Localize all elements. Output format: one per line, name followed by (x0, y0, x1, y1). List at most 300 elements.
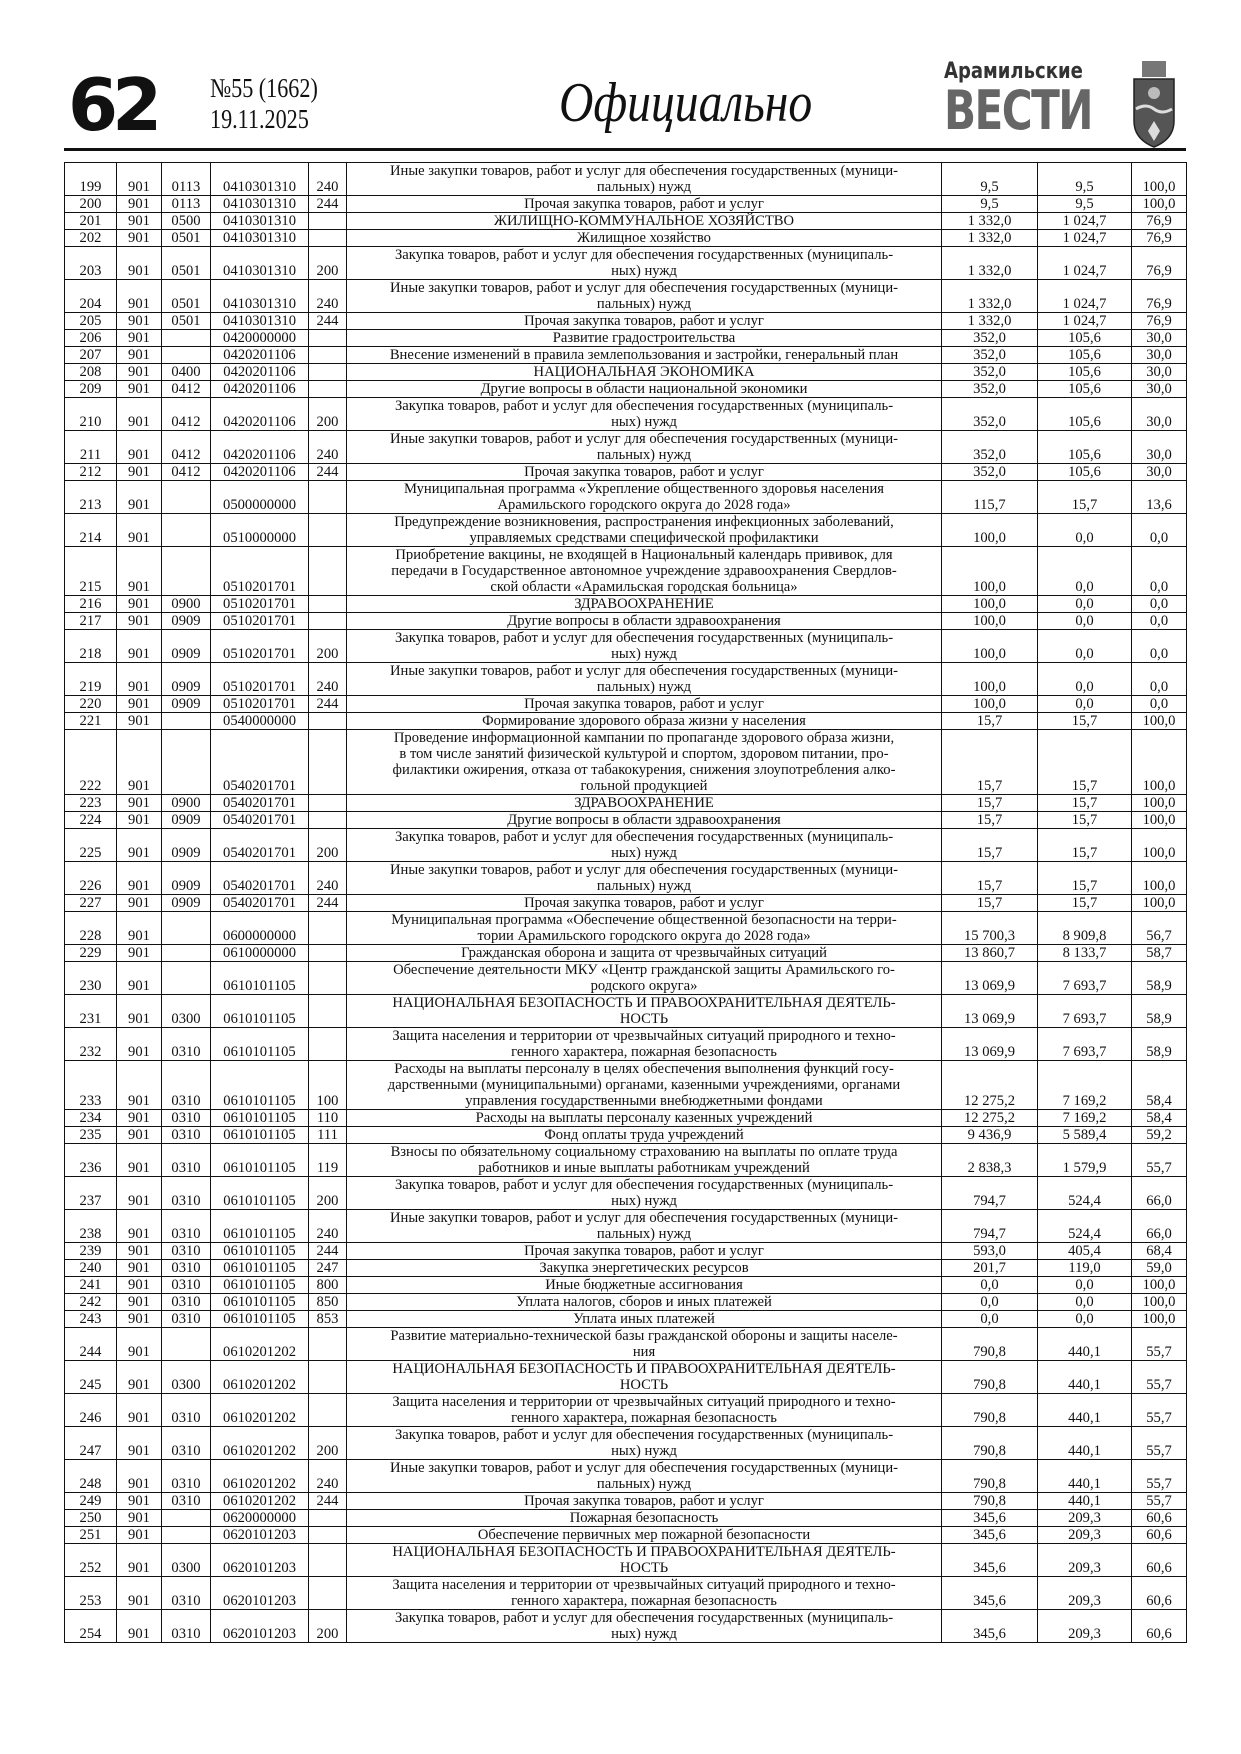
table-row (65, 1294, 1187, 1311)
row-number: 233 (65, 1061, 117, 1110)
expense-type: 200 (309, 630, 347, 663)
actual-amount: 440,1 (1038, 1394, 1132, 1427)
actual-amount: 0,0 (1038, 613, 1132, 630)
expense-type (309, 1510, 347, 1527)
percent: 76,9 (1132, 230, 1187, 247)
actual-amount: 0,0 (1038, 663, 1132, 696)
section-code: 0412 (162, 464, 211, 481)
target-code: 0610101105 (211, 1294, 309, 1311)
section-code: 0310 (162, 1394, 211, 1427)
description: Иные закупки товаров, работ и услуг для обеспечения государственных (муници- пальных) нужд (347, 431, 942, 464)
percent: 0,0 (1132, 613, 1187, 630)
percent: 60,6 (1132, 1527, 1187, 1544)
plan-amount: 15,7 (942, 812, 1038, 829)
row-number: 216 (65, 596, 117, 613)
percent: 58,9 (1132, 995, 1187, 1028)
page-header (64, 55, 1186, 147)
expense-type: 244 (309, 1493, 347, 1510)
expense-type (309, 596, 347, 613)
table-row (65, 464, 1187, 481)
plan-amount: 352,0 (942, 347, 1038, 364)
expense-type: 200 (309, 829, 347, 862)
target-code: 0610101105 (211, 1210, 309, 1243)
description: Другие вопросы в области национальной экономики (347, 381, 942, 398)
section-code: 0909 (162, 696, 211, 713)
admin-code: 901 (117, 1294, 162, 1311)
section-code (162, 912, 211, 945)
admin-code: 901 (117, 196, 162, 213)
plan-amount: 9 436,9 (942, 1127, 1038, 1144)
expense-type: 100 (309, 1061, 347, 1110)
table-row (65, 1610, 1187, 1643)
section-code: 0501 (162, 230, 211, 247)
target-code: 0610201202 (211, 1361, 309, 1394)
actual-amount: 15,7 (1038, 481, 1132, 514)
target-code: 0610101105 (211, 962, 309, 995)
description: Другие вопросы в области здравоохранения (347, 812, 942, 829)
actual-amount: 440,1 (1038, 1427, 1132, 1460)
target-code: 0540201701 (211, 862, 309, 895)
admin-code: 901 (117, 962, 162, 995)
admin-code: 901 (117, 1361, 162, 1394)
expense-type (309, 1361, 347, 1394)
section-code: 0310 (162, 1610, 211, 1643)
percent: 30,0 (1132, 347, 1187, 364)
table-row (65, 247, 1187, 280)
section-code (162, 1328, 211, 1361)
row-number: 211 (65, 431, 117, 464)
row-number: 241 (65, 1277, 117, 1294)
plan-amount: 0,0 (942, 1277, 1038, 1294)
plan-amount: 100,0 (942, 696, 1038, 713)
plan-amount: 13 069,9 (942, 962, 1038, 995)
row-number: 248 (65, 1460, 117, 1493)
plan-amount: 790,8 (942, 1328, 1038, 1361)
percent: 100,0 (1132, 196, 1187, 213)
table-row (65, 1144, 1187, 1177)
plan-amount: 352,0 (942, 464, 1038, 481)
table-row (65, 1394, 1187, 1427)
section-code: 0412 (162, 398, 211, 431)
row-number: 209 (65, 381, 117, 398)
actual-amount: 15,7 (1038, 730, 1132, 795)
section-code: 0310 (162, 1110, 211, 1127)
percent: 100,0 (1132, 812, 1187, 829)
target-code: 0410301310 (211, 163, 309, 196)
percent: 76,9 (1132, 247, 1187, 280)
target-code: 0610201202 (211, 1328, 309, 1361)
percent: 55,7 (1132, 1328, 1187, 1361)
percent: 30,0 (1132, 330, 1187, 347)
section-code: 0501 (162, 313, 211, 330)
plan-amount: 794,7 (942, 1210, 1038, 1243)
admin-code: 901 (117, 895, 162, 912)
plan-amount: 15,7 (942, 795, 1038, 812)
row-number: 214 (65, 514, 117, 547)
row-number: 199 (65, 163, 117, 196)
section-code: 0501 (162, 247, 211, 280)
percent: 55,7 (1132, 1493, 1187, 1510)
actual-amount: 105,6 (1038, 381, 1132, 398)
table-row (65, 213, 1187, 230)
admin-code: 901 (117, 1243, 162, 1260)
expense-type (309, 613, 347, 630)
percent: 58,9 (1132, 962, 1187, 995)
actual-amount: 0,0 (1038, 514, 1132, 547)
plan-amount: 100,0 (942, 514, 1038, 547)
row-number: 221 (65, 713, 117, 730)
row-number: 224 (65, 812, 117, 829)
plan-amount: 593,0 (942, 1243, 1038, 1260)
table-row (65, 1527, 1187, 1544)
actual-amount: 7 693,7 (1038, 962, 1132, 995)
percent: 60,6 (1132, 1510, 1187, 1527)
admin-code: 901 (117, 330, 162, 347)
row-number: 242 (65, 1294, 117, 1311)
target-code: 0540201701 (211, 895, 309, 912)
table-row (65, 163, 1187, 196)
admin-code: 901 (117, 713, 162, 730)
plan-amount: 15,7 (942, 730, 1038, 795)
actual-amount: 1 024,7 (1038, 213, 1132, 230)
row-number: 250 (65, 1510, 117, 1527)
row-number: 238 (65, 1210, 117, 1243)
description: Прочая закупка товаров, работ и услуг (347, 464, 942, 481)
section-code: 0909 (162, 630, 211, 663)
description: Формирование здорового образа жизни у населения (347, 713, 942, 730)
table-row (65, 1277, 1187, 1294)
actual-amount: 1 579,9 (1038, 1144, 1132, 1177)
row-number: 254 (65, 1610, 117, 1643)
admin-code: 901 (117, 1277, 162, 1294)
description: Закупка товаров, работ и услуг для обеспечения государственных (муниципаль- ных) нужд (347, 829, 942, 862)
target-code: 0620101203 (211, 1577, 309, 1610)
target-code: 0420201106 (211, 381, 309, 398)
target-code: 0510000000 (211, 514, 309, 547)
table-row (65, 1028, 1187, 1061)
actual-amount: 15,7 (1038, 795, 1132, 812)
description: ЖИЛИЩНО-КОММУНАЛЬНОЕ ХОЗЯЙСТВО (347, 213, 942, 230)
percent: 0,0 (1132, 696, 1187, 713)
admin-code: 901 (117, 398, 162, 431)
actual-amount: 0,0 (1038, 1294, 1132, 1311)
row-number: 202 (65, 230, 117, 247)
plan-amount: 100,0 (942, 630, 1038, 663)
row-number: 215 (65, 547, 117, 596)
expense-type: 240 (309, 280, 347, 313)
plan-amount: 345,6 (942, 1527, 1038, 1544)
target-code: 0610000000 (211, 945, 309, 962)
percent: 58,9 (1132, 1028, 1187, 1061)
description: Взносы по обязательному социальному страхованию на выплаты по оплате труда работников и иные выплаты работникам учреждений (347, 1144, 942, 1177)
description: Иные закупки товаров, работ и услуг для обеспечения государственных (муници- пальных) нужд (347, 1460, 942, 1493)
percent: 30,0 (1132, 364, 1187, 381)
plan-amount: 352,0 (942, 431, 1038, 464)
table-row (65, 1544, 1187, 1577)
plan-amount: 1 332,0 (942, 313, 1038, 330)
row-number: 234 (65, 1110, 117, 1127)
table-row (65, 812, 1187, 829)
row-number: 243 (65, 1311, 117, 1328)
section-code: 0310 (162, 1460, 211, 1493)
percent: 58,4 (1132, 1110, 1187, 1127)
plan-amount: 9,5 (942, 163, 1038, 196)
target-code: 0410301310 (211, 196, 309, 213)
expense-type (309, 1577, 347, 1610)
percent: 0,0 (1132, 630, 1187, 663)
percent: 58,7 (1132, 945, 1187, 962)
table-row (65, 514, 1187, 547)
target-code: 0610201202 (211, 1493, 309, 1510)
expense-type (309, 213, 347, 230)
expense-type: 111 (309, 1127, 347, 1144)
description: Иные закупки товаров, работ и услуг для обеспечения государственных (муници- пальных) нужд (347, 663, 942, 696)
actual-amount: 7 169,2 (1038, 1061, 1132, 1110)
expense-type: 110 (309, 1110, 347, 1127)
actual-amount: 1 024,7 (1038, 313, 1132, 330)
row-number: 235 (65, 1127, 117, 1144)
percent: 100,0 (1132, 895, 1187, 912)
description: ЗДРАВООХРАНЕНИЕ (347, 795, 942, 812)
admin-code: 901 (117, 613, 162, 630)
actual-amount: 440,1 (1038, 1361, 1132, 1394)
expense-type (309, 1527, 347, 1544)
section-code (162, 730, 211, 795)
admin-code: 901 (117, 1394, 162, 1427)
percent: 55,7 (1132, 1361, 1187, 1394)
description: Иные бюджетные ассигнования (347, 1277, 942, 1294)
description: Обеспечение первичных мер пожарной безопасности (347, 1527, 942, 1544)
target-code: 0610201202 (211, 1394, 309, 1427)
expense-type: 119 (309, 1144, 347, 1177)
percent: 30,0 (1132, 464, 1187, 481)
expense-type (309, 481, 347, 514)
actual-amount: 440,1 (1038, 1493, 1132, 1510)
section-title: Официально (559, 72, 813, 134)
admin-code: 901 (117, 829, 162, 862)
section-code: 0310 (162, 1243, 211, 1260)
section-code (162, 481, 211, 514)
admin-code: 901 (117, 230, 162, 247)
row-number: 226 (65, 862, 117, 895)
description: Закупка товаров, работ и услуг для обеспечения государственных (муниципаль- ных) нужд (347, 1427, 942, 1460)
admin-code: 901 (117, 280, 162, 313)
table-row (65, 398, 1187, 431)
plan-amount: 1 332,0 (942, 280, 1038, 313)
table-row (65, 945, 1187, 962)
actual-amount: 105,6 (1038, 347, 1132, 364)
percent: 60,6 (1132, 1544, 1187, 1577)
table-row (65, 1177, 1187, 1210)
percent: 76,9 (1132, 313, 1187, 330)
target-code: 0510201701 (211, 596, 309, 613)
target-code: 0620101203 (211, 1544, 309, 1577)
plan-amount: 12 275,2 (942, 1110, 1038, 1127)
percent: 0,0 (1132, 547, 1187, 596)
admin-code: 901 (117, 1144, 162, 1177)
admin-code: 901 (117, 1577, 162, 1610)
target-code: 0540201701 (211, 795, 309, 812)
description: Закупка товаров, работ и услуг для обеспечения государственных (муниципаль- ных) нужд (347, 398, 942, 431)
expense-type (309, 381, 347, 398)
expense-type (309, 1028, 347, 1061)
plan-amount: 790,8 (942, 1361, 1038, 1394)
percent: 55,7 (1132, 1394, 1187, 1427)
row-number: 208 (65, 364, 117, 381)
actual-amount: 405,4 (1038, 1243, 1132, 1260)
row-number: 231 (65, 995, 117, 1028)
section-code: 0310 (162, 1177, 211, 1210)
target-code: 0610101105 (211, 1144, 309, 1177)
description: Расходы на выплаты персоналу в целях обеспечения выполнения функций госу- дарственными (муниципальными) органами, казенными учреждениями, органами управления государственными внебюджетными фондами (347, 1061, 942, 1110)
expense-type: 200 (309, 1610, 347, 1643)
admin-code: 901 (117, 596, 162, 613)
description: Муниципальная программа «Укрепление общественного здоровья населения Арамильского городского округа до 2028 года» (347, 481, 942, 514)
description: Закупка товаров, работ и услуг для обеспечения государственных (муниципаль- ных) нужд (347, 1177, 942, 1210)
table-row (65, 1260, 1187, 1277)
table-row (65, 431, 1187, 464)
admin-code: 901 (117, 862, 162, 895)
actual-amount: 15,7 (1038, 812, 1132, 829)
admin-code: 901 (117, 1210, 162, 1243)
description: Защита населения и территории от чрезвычайных ситуаций природного и техно- генного характера, пожарная безопасность (347, 1394, 942, 1427)
description: Фонд оплаты труда учреждений (347, 1127, 942, 1144)
issue-date: 19.11.2025 (210, 104, 309, 134)
section-code (162, 945, 211, 962)
table-row (65, 313, 1187, 330)
section-code: 0300 (162, 1361, 211, 1394)
expense-type: 853 (309, 1311, 347, 1328)
actual-amount: 7 693,7 (1038, 995, 1132, 1028)
section-code: 0900 (162, 795, 211, 812)
actual-amount: 105,6 (1038, 364, 1132, 381)
actual-amount: 440,1 (1038, 1328, 1132, 1361)
admin-code: 901 (117, 1311, 162, 1328)
percent: 100,0 (1132, 829, 1187, 862)
target-code: 0540201701 (211, 829, 309, 862)
row-number: 200 (65, 196, 117, 213)
plan-amount: 345,6 (942, 1610, 1038, 1643)
actual-amount: 15,7 (1038, 829, 1132, 862)
description: Обеспечение деятельности МКУ «Центр гражданской защиты Арамильского го- родского округа» (347, 962, 942, 995)
section-code: 0909 (162, 663, 211, 696)
target-code: 0610101105 (211, 1277, 309, 1294)
percent: 100,0 (1132, 730, 1187, 795)
description: Другие вопросы в области здравоохранения (347, 613, 942, 630)
row-number: 219 (65, 663, 117, 696)
row-number: 229 (65, 945, 117, 962)
row-number: 252 (65, 1544, 117, 1577)
target-code: 0410301310 (211, 213, 309, 230)
description: Иные закупки товаров, работ и услуг для обеспечения государственных (муници- пальных) нужд (347, 1210, 942, 1243)
actual-amount: 0,0 (1038, 596, 1132, 613)
admin-code: 901 (117, 945, 162, 962)
expense-type (309, 995, 347, 1028)
table-row (65, 547, 1187, 596)
expense-type: 244 (309, 464, 347, 481)
percent: 0,0 (1132, 663, 1187, 696)
actual-amount: 209,3 (1038, 1510, 1132, 1527)
section-code: 0909 (162, 895, 211, 912)
actual-amount: 524,4 (1038, 1177, 1132, 1210)
logo-line2: ВЕСТИ (944, 79, 1092, 142)
description: Жилищное хозяйство (347, 230, 942, 247)
row-number: 217 (65, 613, 117, 630)
row-number: 205 (65, 313, 117, 330)
plan-amount: 9,5 (942, 196, 1038, 213)
issue-number: №55 (1662) (210, 73, 318, 103)
plan-amount: 1 332,0 (942, 213, 1038, 230)
admin-code: 901 (117, 1177, 162, 1210)
table-row (65, 1493, 1187, 1510)
section-code (162, 514, 211, 547)
percent: 30,0 (1132, 398, 1187, 431)
admin-code: 901 (117, 247, 162, 280)
section-code: 0300 (162, 995, 211, 1028)
description: Уплата налогов, сборов и иных платежей (347, 1294, 942, 1311)
table-row (65, 829, 1187, 862)
table-row (65, 364, 1187, 381)
percent: 100,0 (1132, 862, 1187, 895)
description: Защита населения и территории от чрезвычайных ситуаций природного и техно- генного характера, пожарная безопасность (347, 1577, 942, 1610)
table-row (65, 230, 1187, 247)
target-code: 0510201701 (211, 663, 309, 696)
actual-amount: 105,6 (1038, 464, 1132, 481)
section-code (162, 713, 211, 730)
issue-info (210, 73, 318, 135)
target-code: 0610101105 (211, 1110, 309, 1127)
row-number: 207 (65, 347, 117, 364)
section-code: 0400 (162, 364, 211, 381)
admin-code: 901 (117, 1610, 162, 1643)
actual-amount: 105,6 (1038, 330, 1132, 347)
plan-amount: 790,8 (942, 1427, 1038, 1460)
target-code: 0420000000 (211, 330, 309, 347)
row-number: 253 (65, 1577, 117, 1610)
table-row (65, 1427, 1187, 1460)
row-number: 204 (65, 280, 117, 313)
expense-type: 240 (309, 862, 347, 895)
actual-amount: 9,5 (1038, 196, 1132, 213)
row-number: 218 (65, 630, 117, 663)
description: Прочая закупка товаров, работ и услуг (347, 1243, 942, 1260)
admin-code: 901 (117, 1127, 162, 1144)
target-code: 0610101105 (211, 1311, 309, 1328)
target-code: 0610201202 (211, 1460, 309, 1493)
actual-amount: 8 909,8 (1038, 912, 1132, 945)
section-code: 0310 (162, 1277, 211, 1294)
section-code: 0909 (162, 812, 211, 829)
budget-table (64, 162, 1187, 1643)
description: НАЦИОНАЛЬНАЯ БЕЗОПАСНОСТЬ И ПРАВООХРАНИТЕЛЬНАЯ ДЕЯТЕЛЬ- НОСТЬ (347, 1361, 942, 1394)
table-row (65, 1311, 1187, 1328)
description: Приобретение вакцины, не входящей в Национальный календарь прививок, для передачи в Государственное автономное учреждение здравоохранения Свердлов- ской области «Арамильская городская больница» (347, 547, 942, 596)
plan-amount: 345,6 (942, 1510, 1038, 1527)
actual-amount: 5 589,4 (1038, 1127, 1132, 1144)
target-code: 0500000000 (211, 481, 309, 514)
header-rule (64, 148, 1186, 151)
actual-amount: 8 133,7 (1038, 945, 1132, 962)
expense-type (309, 912, 347, 945)
description: Закупка товаров, работ и услуг для обеспечения государственных (муниципаль- ных) нужд (347, 1610, 942, 1643)
section-code: 0500 (162, 213, 211, 230)
row-number: 228 (65, 912, 117, 945)
table-row (65, 912, 1187, 945)
description: Предупреждение возникновения, распространения инфекционных заболеваний, управляемых средствами специфической профилактики (347, 514, 942, 547)
plan-amount: 790,8 (942, 1394, 1038, 1427)
section-code: 0310 (162, 1294, 211, 1311)
actual-amount: 0,0 (1038, 1277, 1132, 1294)
